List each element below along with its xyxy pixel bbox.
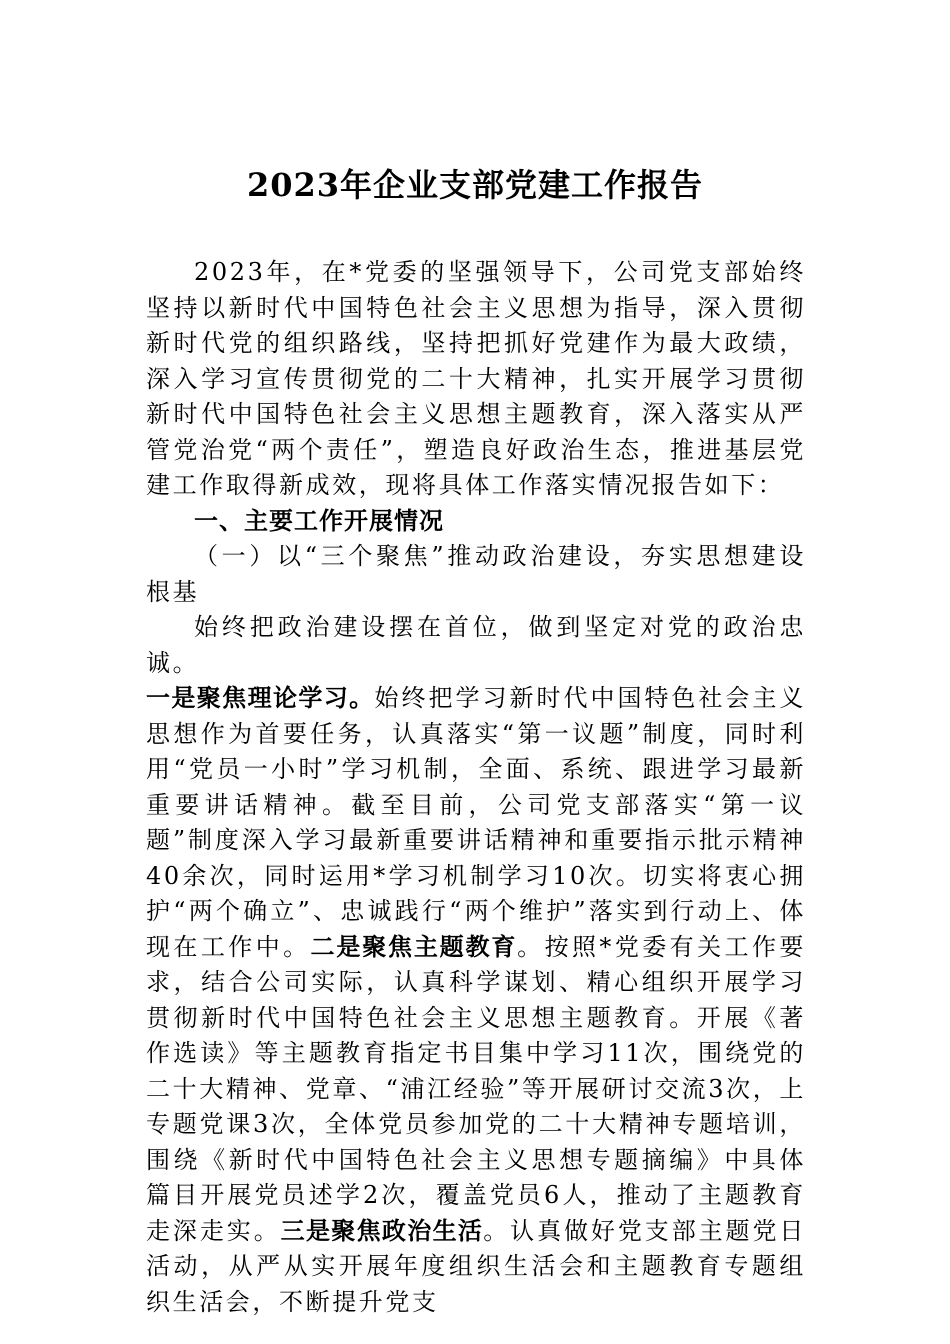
intro-paragraph: 2023年，在*党委的坚强领导下，公司党支部始终坚持以新时代中国特色社会主义思想为指导，深入贯彻新时代党的组织路线，坚持把抓好党建作为最大政绩，深入学习宣传贯彻党的二十大精神，扎实开展学习贯彻新时代中国特色社会主义思想主题教育，深入落实从严管党治党“两个责任”，塑造良好政治生态，推进基层党建工作取得新成效，现将具体工作落实情况报告如下：: [146, 258, 806, 499]
point-label: 二是聚焦主题教育: [310, 932, 518, 961]
document-body: [146, 255, 806, 1320]
subsection-heading: （一）以“三个聚焦”推动政治建设，夯实思想建设根基: [146, 542, 806, 606]
point-text: 。认真做好党支部主题党日活动，从严从实开展年度组织生活会和主题教育专题组织生活会，不断提升党支: [146, 1216, 807, 1316]
document-title: 2023年企业支部党建工作报告: [246, 166, 704, 204]
point-text: 始终把学习新时代中国特色社会主义思想作为首要任务，认真落实“第一议题”制度，同时利用“党员一小时”学习机制，全面、系统、跟进学习最新重要讲话精神。截至目前，公司党支部落实“第一议题”制度深入学习最新重要讲话精神和重要指示批示精神40余次，同时运用*学习机制学习10次。切实将衷心拥护“两个确立”、忠诚践行“两个维护”落实到行动上、体现在工作中。: [146, 684, 806, 961]
point-text: 。按照*党委有关工作要求，结合公司实际，认真科学谋划、精心组织开展学习贯彻新时代中国特色社会主义思想主题教育。开展《著作选读》等主题教育指定书目集中学习11次，围绕党的二十大精神、党章、“浦江经验”等开展研讨交流3次，上专题党课3次，全体党员参加党的二十大精神专题培训，围绕《新时代中国特色社会主义思想专题摘编》中具体篇目开展党员述学2次，覆盖党员6人，推动了主题教育走深走实。: [146, 932, 806, 1245]
point-label: 一是聚焦理论学习。: [146, 684, 375, 712]
body-paragraph-points: [146, 681, 806, 1320]
body-paragraph-lead: 始终把政治建设摆在首位，做到坚定对党的政治忠诚。: [146, 613, 806, 677]
section-heading: 一、主要工作开展情况: [194, 506, 444, 535]
point-label: 三是聚焦政治生活: [280, 1216, 484, 1245]
